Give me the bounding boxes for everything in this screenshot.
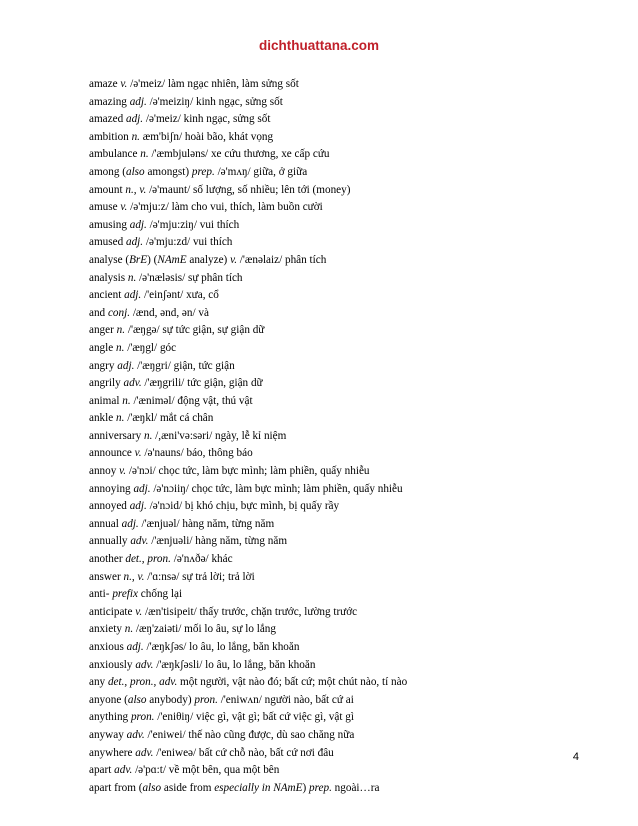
entry-text: annually — [89, 535, 131, 548]
entry-grammar-label: adv. — [123, 377, 142, 390]
dictionary-entry — [89, 569, 609, 587]
entry-text: /'æŋkʃəs/ lo âu, lo lắng, băn khoăn — [143, 641, 300, 653]
entry-text: /'ɑ:nsə/ sự trả lời; trả lời — [144, 570, 255, 583]
dictionary-entry — [89, 639, 609, 657]
entry-grammar-label: n. — [116, 412, 125, 425]
entry-text: announce — [89, 447, 135, 460]
entry-text: /'eniweə/ bất cứ chỗ nào, bất cứ nơi đâu — [153, 746, 334, 759]
dictionary-entry — [89, 463, 609, 481]
entry-grammar-label: adv. — [114, 764, 133, 777]
entry-grammar-label: n. — [143, 429, 153, 442]
entry-grammar-label: especially in NAmE — [214, 781, 303, 794]
entry-text: /'æŋgrili/ tức giận, giận dữ — [141, 377, 263, 390]
entry-text: annoying — [89, 482, 134, 495]
entry-grammar-label: conj. — [107, 306, 131, 319]
entry-text: and — [89, 306, 108, 319]
dictionary-entry — [89, 533, 609, 551]
dictionary-entry-list — [89, 76, 609, 797]
entry-text: /ə'maunt/ số lượng, số nhiều; lên tới (money) — [146, 183, 351, 196]
entry-text: among ( — [89, 165, 126, 178]
entry-grammar-label: v. — [120, 78, 128, 90]
dictionary-entry — [89, 199, 609, 217]
entry-text: /ə'mju:ziŋ/ vui thích — [146, 218, 240, 231]
site-header[interactable]: dichthuattana.com — [258, 38, 379, 53]
entry-text: /ə'meiz/ kinh ngạc, sửng sốt — [143, 113, 271, 126]
entry-grammar-label: n. — [140, 148, 149, 161]
entry-grammar-label: adj. — [125, 113, 144, 126]
dictionary-entry — [89, 217, 609, 235]
entry-text: ambulance — [89, 148, 141, 161]
entry-text: /ə'meiziŋ/ kinh ngạc, sửng sốt — [146, 95, 283, 108]
entry-text: annoy — [89, 465, 120, 478]
entry-text: /'einʃənt/ xưa, cổ — [141, 289, 219, 302]
entry-grammar-label: det., pron., adv. — [107, 676, 178, 689]
entry-grammar-label: v. — [134, 447, 142, 460]
dictionary-entry — [89, 445, 609, 463]
entry-text: ankle — [89, 412, 117, 425]
entry-text: /æn'tisipeit/ thấy trước, chặn trước, lường trước — [142, 605, 358, 618]
entry-text: /ə'mju:zd/ vui thích — [143, 236, 233, 249]
dictionary-entry — [89, 94, 609, 112]
dictionary-entry — [89, 657, 609, 675]
entry-grammar-label: prep. — [308, 781, 332, 794]
entry-grammar-label: adj. — [129, 218, 147, 231]
entry-text: amazing — [89, 95, 130, 108]
entry-text: ) — [302, 781, 309, 794]
entry-text: /ænd, ənd, ən/ và — [130, 306, 209, 319]
entry-text: anybody) — [146, 693, 195, 706]
entry-grammar-label: adj. — [126, 641, 144, 653]
entry-text: amaze — [89, 78, 121, 90]
entry-text: chống lại — [138, 588, 183, 601]
entry-text: /ə'nʌðə/ khác — [170, 553, 233, 566]
dictionary-entry — [89, 182, 609, 200]
entry-text: anywhere — [89, 746, 136, 759]
entry-text: /'æŋgə/ sự tức giận, sự giận dữ — [125, 324, 265, 337]
entry-text: annual — [89, 517, 122, 530]
entry-grammar-label: NAmE — [157, 253, 187, 266]
entry-text: anxious — [89, 641, 127, 653]
entry-grammar-label: n. — [131, 130, 140, 143]
entry-grammar-label: n. — [122, 394, 131, 407]
entry-text: angle — [89, 341, 117, 354]
entry-grammar-label: v. — [119, 465, 127, 478]
dictionary-entry — [89, 305, 609, 323]
entry-text: answer — [89, 570, 124, 583]
entry-grammar-label: adj. — [125, 236, 144, 249]
dictionary-entry — [89, 234, 609, 252]
entry-text: ancient — [89, 289, 125, 302]
dictionary-entry — [89, 727, 609, 745]
entry-text: /,æni'və:səri/ ngày, lễ kỉ niệm — [152, 429, 287, 442]
entry-grammar-label: adv. — [130, 535, 149, 548]
entry-text: /'ænəlaiz/ phân tích — [237, 253, 327, 266]
entry-text: aside from — [161, 781, 215, 794]
entry-grammar-label: n. — [116, 324, 126, 337]
dictionary-entry — [89, 111, 609, 129]
dictionary-entry — [89, 322, 609, 340]
entry-text: /'æŋgl/ góc — [124, 341, 177, 354]
dictionary-entry — [89, 146, 609, 164]
entry-text: animal — [89, 394, 123, 407]
dictionary-entry — [89, 516, 609, 534]
entry-text: anxiety — [89, 623, 125, 636]
entry-grammar-label: adj. — [133, 482, 151, 495]
entry-text: analyze) — [186, 253, 231, 266]
dictionary-entry — [89, 621, 609, 639]
entry-text: apart from ( — [89, 781, 143, 794]
entry-text: /'ænjuəli/ hàng năm, từng năm — [148, 535, 288, 548]
entry-text: angrily — [89, 377, 124, 390]
dictionary-entry — [89, 76, 609, 94]
entry-grammar-label: adv. — [135, 746, 154, 759]
entry-text: /'eniwei/ thế nào cũng được, dù sao chăng nữa — [144, 728, 355, 741]
dictionary-entry — [89, 604, 609, 622]
dictionary-entry — [89, 481, 609, 499]
dictionary-entry — [89, 340, 609, 358]
dictionary-entry — [89, 410, 609, 428]
dictionary-entry — [89, 164, 609, 182]
entry-text: /ə'mʌŋ/ giữa, ở giữa — [214, 165, 308, 178]
dictionary-entry — [89, 428, 609, 446]
entry-text: analyse ( — [89, 253, 130, 266]
entry-text: amongst) — [144, 165, 192, 178]
entry-grammar-label: n. — [116, 341, 125, 354]
entry-grammar-label: v. — [135, 605, 143, 618]
entry-grammar-label: prep. — [191, 165, 215, 178]
entry-text: /ə'nɔid/ bị khó chịu, bực mình, bị quấy rầy — [146, 500, 340, 513]
entry-grammar-label: also — [125, 165, 145, 178]
entry-grammar-label: BrE — [129, 253, 148, 266]
page-number: 4 — [572, 751, 579, 763]
entry-grammar-label: det., pron. — [125, 553, 171, 566]
entry-text: anniversary — [89, 429, 144, 442]
entry-grammar-label: adj. — [117, 359, 135, 372]
entry-grammar-label: also — [127, 693, 147, 706]
entry-text: /'ænjuəl/ hàng năm, từng năm — [138, 517, 275, 530]
entry-grammar-label: v. — [120, 201, 128, 214]
entry-text: anticipate — [89, 605, 136, 618]
entry-text: ambition — [89, 130, 132, 143]
dictionary-entry — [89, 129, 609, 147]
dictionary-entry — [89, 358, 609, 376]
entry-text: /ə'nɔiiŋ/ chọc tức, làm bực mình; làm phiền, quấy nhiễu — [150, 482, 403, 495]
dictionary-entry — [89, 586, 609, 604]
entry-grammar-label: n., v. — [123, 570, 145, 583]
dictionary-entry — [89, 745, 609, 763]
entry-text: another — [89, 553, 126, 566]
dictionary-entry — [89, 551, 609, 569]
entry-grammar-label: n. — [124, 623, 134, 636]
dictionary-entry — [89, 692, 609, 710]
entry-text: /ə'nɔi/ chọc tức, làm bực mình; làm phiền, quấy nhiễu — [126, 465, 370, 478]
entry-text: apart — [89, 764, 115, 777]
entry-grammar-label: n., v. — [125, 183, 147, 196]
dictionary-entry — [89, 498, 609, 516]
entry-grammar-label: n. — [127, 271, 137, 284]
entry-text: /ə'mju:z/ làm cho vui, thích, làm buồn cười — [127, 201, 323, 214]
entry-text: amuse — [89, 201, 121, 214]
entry-text: /æŋ'zaiəti/ mối lo âu, sự lo lắng — [133, 623, 276, 636]
entry-text: amusing — [89, 218, 130, 231]
dictionary-entry — [89, 270, 609, 288]
dictionary-entry — [89, 375, 609, 393]
entry-text: angry — [89, 359, 118, 372]
entry-grammar-label: adj. — [129, 95, 147, 108]
entry-text: /'eniwʌn/ người nào, bất cứ ai — [217, 693, 354, 706]
entry-text: any — [89, 676, 108, 689]
entry-text: anyone ( — [89, 693, 128, 706]
dictionary-entry — [89, 287, 609, 305]
entry-grammar-label: adv. — [126, 728, 145, 741]
entry-text: annoyed — [89, 500, 130, 513]
dictionary-entry — [89, 393, 609, 411]
entry-grammar-label: adj. — [124, 289, 142, 302]
entry-grammar-label: prefix — [112, 588, 138, 601]
entry-grammar-label: pron. — [130, 711, 155, 724]
entry-grammar-label: adj. — [129, 500, 147, 513]
entry-text: amount — [89, 183, 126, 196]
entry-text: /ə'næləsis/ sự phân tích — [136, 271, 243, 284]
entry-text: /'æŋgri/ giận, tức giận — [134, 359, 235, 372]
entry-grammar-label: adj. — [121, 517, 139, 530]
entry-text: anger — [89, 324, 117, 337]
entry-text: /'eniθiŋ/ việc gì, vật gì; bất cứ việc gì, vật gì — [154, 711, 354, 724]
entry-text: /ə'meiz/ làm ngạc nhiên, làm sửng sốt — [127, 78, 299, 90]
entry-text: amused — [89, 236, 126, 249]
entry-grammar-label: adv. — [135, 658, 154, 671]
entry-grammar-label: pron. — [194, 693, 218, 706]
entry-text: anxiously — [89, 658, 136, 671]
entry-text: /'æniməl/ động vật, thú vật — [130, 394, 253, 407]
dictionary-entry — [89, 709, 609, 727]
entry-text: /ə'nauns/ báo, thông báo — [141, 447, 253, 460]
entry-text: ) ( — [147, 253, 158, 266]
dictionary-entry — [89, 762, 609, 780]
entry-text: anti- — [89, 588, 113, 601]
entry-text: /'æmbjuləns/ xe cứu thương, xe cấp cứu — [148, 148, 330, 161]
entry-text: æm'biʃn/ hoài bão, khát vọng — [139, 130, 274, 143]
entry-text: amazed — [89, 113, 126, 126]
entry-grammar-label: v. — [230, 253, 237, 266]
entry-text: anyway — [89, 728, 127, 741]
entry-text: /'æŋkl/ mắt cá chân — [124, 412, 214, 425]
entry-text: analysis — [89, 271, 128, 284]
entry-text: ngoài…ra — [331, 781, 380, 794]
dictionary-entry — [89, 780, 609, 798]
dictionary-entry — [89, 674, 609, 692]
entry-text: anything — [89, 711, 131, 724]
entry-grammar-label: also — [142, 781, 162, 794]
entry-text: /ə'pɑ:t/ về một bên, qua một bên — [132, 764, 280, 777]
entry-text: /'æŋkʃəsli/ lo âu, lo lắng, băn khoăn — [153, 658, 316, 671]
entry-text: một người, vật nào đó; bất cứ; một chút nào, tí nào — [177, 676, 408, 689]
dictionary-entry — [89, 252, 609, 270]
